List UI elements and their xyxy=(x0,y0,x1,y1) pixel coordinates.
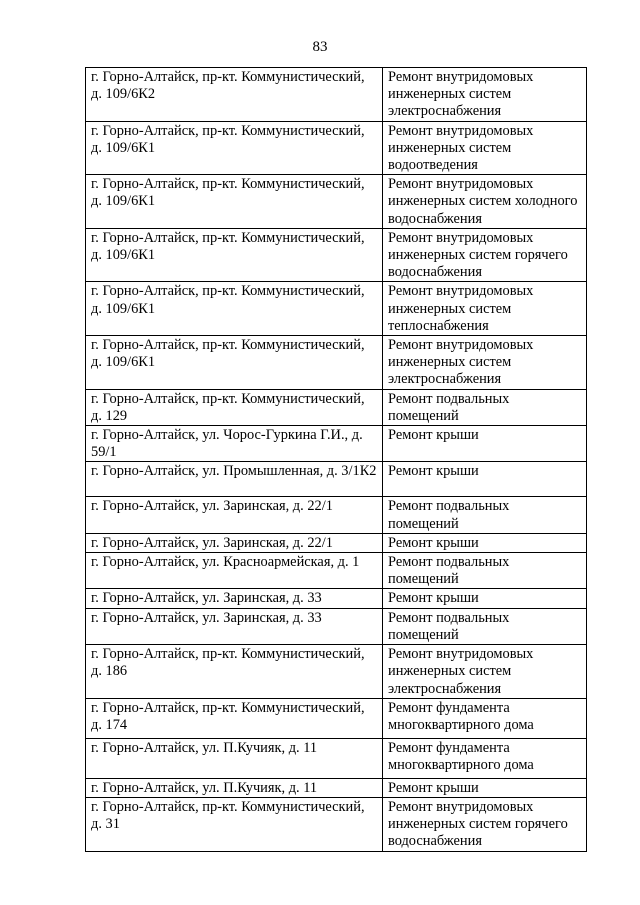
address-cell: г. Горно-Алтайск, ул. Красноармейская, д. 1 xyxy=(86,553,383,589)
work-type-cell: Ремонт фундамента многоквартирного дома xyxy=(383,738,587,778)
work-type-cell: Ремонт внутридомовых инженерных систем водоотведения xyxy=(383,121,587,175)
works-table xyxy=(85,67,587,852)
work-type-cell: Ремонт подвальных помещений xyxy=(383,497,587,533)
work-type-cell: Ремонт подвальных помещений xyxy=(383,608,587,644)
table-row xyxy=(86,68,587,122)
work-type-cell: Ремонт крыши xyxy=(383,462,587,497)
address-cell: г. Горно-Алтайск, пр-кт. Коммунистический, д. 109/6К1 xyxy=(86,175,383,229)
address-cell: г. Горно-Алтайск, пр-кт. Коммунистический, д. 109/6К1 xyxy=(86,121,383,175)
table-row xyxy=(86,608,587,644)
table-row xyxy=(86,462,587,497)
address-cell: г. Горно-Алтайск, пр-кт. Коммунистический, д. 31 xyxy=(86,797,383,851)
table-row xyxy=(86,389,587,425)
work-type-cell: Ремонт внутридомовых инженерных систем электроснабжения xyxy=(383,336,587,390)
address-cell: г. Горно-Алтайск, пр-кт. Коммунистический, д. 186 xyxy=(86,645,383,699)
table-row xyxy=(86,645,587,699)
work-type-cell: Ремонт внутридомовых инженерных систем горячего водоснабжения xyxy=(383,797,587,851)
table-row xyxy=(86,282,587,336)
table-row xyxy=(86,778,587,797)
work-type-cell: Ремонт внутридомовых инженерных систем горячего водоснабжения xyxy=(383,228,587,282)
table-row xyxy=(86,228,587,282)
work-type-cell: Ремонт крыши xyxy=(383,589,587,608)
work-type-cell: Ремонт крыши xyxy=(383,426,587,462)
page-number: 83 xyxy=(312,39,328,55)
address-cell: г. Горно-Алтайск, пр-кт. Коммунистический, д. 109/6К1 xyxy=(86,336,383,390)
table-row xyxy=(86,121,587,175)
address-cell: г. Горно-Алтайск, ул. Заринская, д. 22/1 xyxy=(86,497,383,533)
address-cell: г. Горно-Алтайск, пр-кт. Коммунистический, д. 109/6К1 xyxy=(86,282,383,336)
address-cell: г. Горно-Алтайск, ул. Чорос-Гуркина Г.И., д. 59/1 xyxy=(86,426,383,462)
work-type-cell: Ремонт подвальных помещений xyxy=(383,553,587,589)
address-cell: г. Горно-Алтайск, пр-кт. Коммунистический, д. 174 xyxy=(86,698,383,738)
address-cell: г. Горно-Алтайск, ул. Заринская, д. 33 xyxy=(86,589,383,608)
table-row xyxy=(86,698,587,738)
table-row xyxy=(86,175,587,229)
address-cell: г. Горно-Алтайск, пр-кт. Коммунистический, д. 109/6К2 xyxy=(86,68,383,122)
work-type-cell: Ремонт крыши xyxy=(383,778,587,797)
table-row xyxy=(86,797,587,851)
address-cell: г. Горно-Алтайск, ул. Заринская, д. 22/1 xyxy=(86,533,383,552)
table-row xyxy=(86,533,587,552)
work-type-cell: Ремонт внутридомовых инженерных систем электроснабжения xyxy=(383,68,587,122)
table-row xyxy=(86,336,587,390)
works-table-body xyxy=(86,68,587,852)
table-row xyxy=(86,426,587,462)
address-cell: г. Горно-Алтайск, пр-кт. Коммунистический, д. 129 xyxy=(86,389,383,425)
address-cell: г. Горно-Алтайск, пр-кт. Коммунистический, д. 109/6К1 xyxy=(86,228,383,282)
address-cell: г. Горно-Алтайск, ул. П.Кучияк, д. 11 xyxy=(86,778,383,797)
work-type-cell: Ремонт внутридомовых инженерных систем электроснабжения xyxy=(383,645,587,699)
address-cell: г. Горно-Алтайск, ул. Заринская, д. 33 xyxy=(86,608,383,644)
work-type-cell: Ремонт крыши xyxy=(383,533,587,552)
table-row xyxy=(86,497,587,533)
work-type-cell: Ремонт внутридомовых инженерных систем холодного водоснабжения xyxy=(383,175,587,229)
table-row xyxy=(86,553,587,589)
table-row xyxy=(86,738,587,778)
address-cell: г. Горно-Алтайск, ул. П.Кучияк, д. 11 xyxy=(86,738,383,778)
work-type-cell: Ремонт фундамента многоквартирного дома xyxy=(383,698,587,738)
work-type-cell: Ремонт подвальных помещений xyxy=(383,389,587,425)
work-type-cell: Ремонт внутридомовых инженерных систем теплоснабжения xyxy=(383,282,587,336)
table-row xyxy=(86,589,587,608)
address-cell: г. Горно-Алтайск, ул. Промышленная, д. 3/1К2 xyxy=(86,462,383,497)
